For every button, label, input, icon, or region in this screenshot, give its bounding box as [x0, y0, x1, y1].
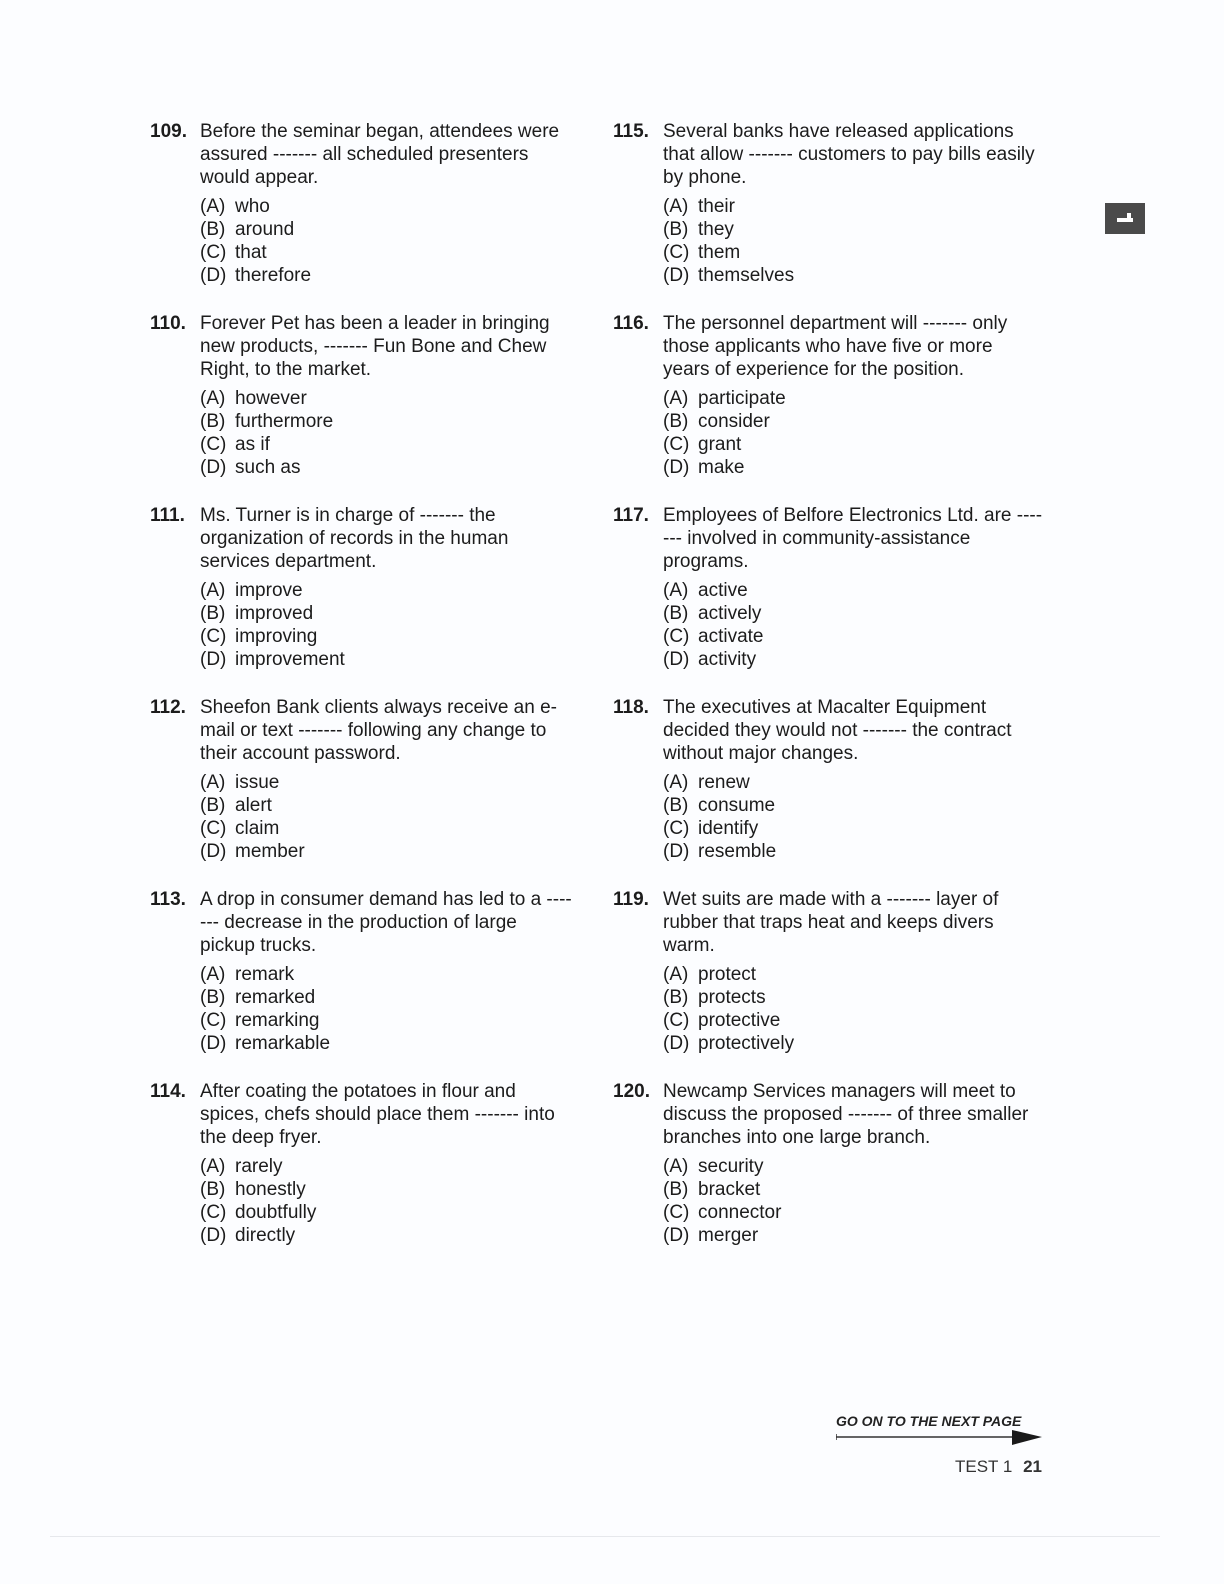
answer-option [663, 218, 1053, 241]
option-letter: (D) [200, 841, 227, 862]
option-text: however [235, 388, 307, 409]
option-letter: (B) [663, 411, 689, 432]
option-letter: (C) [663, 1202, 690, 1223]
answer-option [200, 794, 580, 817]
option-letter: (D) [663, 265, 690, 286]
answer-option [200, 433, 580, 456]
option-text: doubtfully [235, 1202, 317, 1223]
option-text: activate [698, 626, 764, 647]
question-text: The executives at Macalter Equipment decided they would not ------- the contract without major changes. [663, 697, 1012, 764]
question-text: Forever Pet has been a leader in bringing new products, ------- Fun Bone and Chew Right, to the market. [200, 313, 550, 380]
option-text: remarking [235, 1010, 320, 1031]
question-text: After coating the potatoes in flour and spices, chefs should place them ------- into the deep fryer. [200, 1081, 555, 1148]
section-tab-glyph-stem [1127, 213, 1131, 219]
option-text: improvement [235, 649, 345, 670]
answer-option [663, 602, 1053, 625]
option-letter: (A) [200, 196, 226, 217]
question-item [613, 888, 1053, 1080]
question-text: Before the seminar began, attendees were assured ------- all scheduled presenters would appear. [200, 121, 560, 188]
option-letter: (A) [200, 964, 226, 985]
answer-option [663, 1201, 1053, 1224]
option-text: connector [698, 1202, 782, 1223]
answer-options [200, 771, 580, 863]
option-text: protectively [698, 1033, 795, 1054]
answer-option [200, 1032, 580, 1055]
answer-options [663, 963, 1053, 1055]
option-letter: (B) [663, 1179, 689, 1200]
option-letter: (C) [200, 434, 227, 455]
answer-option [663, 579, 1053, 602]
answer-option [200, 456, 580, 479]
question-item [150, 1080, 580, 1272]
option-text: issue [235, 772, 280, 793]
answer-option [200, 1224, 580, 1247]
questions-column-right [613, 120, 1053, 1272]
option-letter: (A) [663, 196, 689, 217]
answer-option [663, 817, 1053, 840]
option-text: as if [235, 434, 270, 455]
answer-option [663, 771, 1053, 794]
answer-option [663, 986, 1053, 1009]
option-text: protect [698, 964, 757, 985]
option-letter: (B) [200, 987, 226, 1008]
option-letter: (D) [663, 1033, 690, 1054]
option-text: resemble [698, 841, 777, 862]
answer-option [663, 1178, 1053, 1201]
option-letter: (D) [200, 1033, 227, 1054]
question-text: Newcamp Services managers will meet to discuss the proposed ------- of three smaller branches into one large branch. [663, 1081, 1029, 1148]
option-letter: (C) [663, 242, 690, 263]
option-letter: (C) [663, 1010, 690, 1031]
option-text: their [698, 196, 735, 217]
question-item [613, 120, 1053, 312]
option-text: activity [698, 649, 757, 670]
next-page-note: GO ON TO THE NEXT PAGE [836, 1413, 1022, 1429]
option-letter: (B) [200, 603, 226, 624]
answer-option [200, 264, 580, 287]
option-text: make [698, 457, 745, 478]
option-letter: (B) [663, 603, 689, 624]
option-text: renew [698, 772, 750, 793]
option-letter: (D) [200, 265, 227, 286]
question-number: 117. [613, 505, 649, 526]
question-text: The personnel department will ------- only those applicants who have five or more years of experience for the position. [663, 313, 1008, 380]
option-letter: (D) [663, 1225, 690, 1246]
question-item [150, 120, 580, 312]
answer-options [200, 387, 580, 479]
question-number: 111. [150, 505, 185, 526]
option-text: rarely [235, 1156, 283, 1177]
option-letter: (C) [663, 818, 690, 839]
option-letter: (A) [663, 964, 689, 985]
answer-option [663, 963, 1053, 986]
questions-column-left [150, 120, 580, 1272]
answer-options [663, 1155, 1053, 1247]
answer-option [663, 410, 1053, 433]
option-letter: (D) [200, 649, 227, 670]
option-letter: (A) [663, 772, 689, 793]
option-letter: (B) [200, 795, 226, 816]
page-number: 21 [1023, 1457, 1042, 1476]
answer-option [663, 625, 1053, 648]
option-text: remark [235, 964, 295, 985]
question-item [613, 696, 1053, 888]
option-letter: (D) [200, 457, 227, 478]
page-bottom-rule [50, 1536, 1160, 1537]
question-text: Several banks have released applications that allow ------- customers to pay bills easily by phone. [663, 121, 1035, 188]
answer-option [663, 794, 1053, 817]
option-text: grant [698, 434, 742, 455]
question-text: Ms. Turner is in charge of ------- the organization of records in the human services department. [200, 505, 509, 572]
option-text: protective [698, 1010, 781, 1031]
option-text: them [698, 242, 741, 263]
question-text: Wet suits are made with a ------- layer of rubber that traps heat and keeps divers warm. [663, 889, 999, 956]
question-number: 112. [150, 697, 186, 718]
question-item [150, 504, 580, 696]
option-letter: (C) [200, 242, 227, 263]
answer-option [663, 1224, 1053, 1247]
option-text: improve [235, 580, 303, 601]
option-letter: (B) [200, 1179, 226, 1200]
answer-option [200, 387, 580, 410]
question-number: 114. [150, 1081, 186, 1102]
option-letter: (B) [200, 219, 226, 240]
option-letter: (D) [663, 841, 690, 862]
question-item [613, 312, 1053, 504]
option-text: consume [698, 795, 776, 816]
option-letter: (D) [663, 457, 690, 478]
option-text: honestly [235, 1179, 306, 1200]
option-letter: (D) [200, 1225, 227, 1246]
page-footer [955, 1457, 1042, 1477]
option-text: participate [698, 388, 786, 409]
answer-option [200, 602, 580, 625]
option-letter: (B) [663, 987, 689, 1008]
option-text: remarked [235, 987, 316, 1008]
next-page-arrow-icon [836, 1428, 1046, 1448]
option-letter: (A) [663, 580, 689, 601]
answer-option [663, 264, 1053, 287]
question-item [613, 1080, 1053, 1272]
option-text: actively [698, 603, 762, 624]
answer-option [200, 195, 580, 218]
answer-option [200, 218, 580, 241]
question-number: 116. [613, 313, 649, 334]
option-text: member [235, 841, 305, 862]
answer-option [200, 1155, 580, 1178]
option-text: such as [235, 457, 301, 478]
answer-option [663, 456, 1053, 479]
answer-options [663, 195, 1053, 287]
option-letter: (A) [663, 388, 689, 409]
answer-option [200, 817, 580, 840]
answer-option [200, 1178, 580, 1201]
option-text: that [235, 242, 267, 263]
answer-option [200, 840, 580, 863]
option-text: furthermore [235, 411, 334, 432]
answer-option [200, 648, 580, 671]
answer-option [200, 963, 580, 986]
question-text: Employees of Belfore Electronics Ltd. are ------- involved in community-assistance programs. [663, 505, 1043, 572]
option-letter: (A) [663, 1156, 689, 1177]
answer-option [663, 648, 1053, 671]
option-letter: (C) [200, 626, 227, 647]
question-number: 118. [613, 697, 649, 718]
question-number: 119. [613, 889, 649, 910]
answer-options [663, 771, 1053, 863]
question-number: 115. [613, 121, 649, 142]
option-letter: (A) [200, 388, 226, 409]
answer-option [200, 771, 580, 794]
option-text: directly [235, 1225, 296, 1246]
option-text: remarkable [235, 1033, 331, 1054]
answer-option [200, 1009, 580, 1032]
question-text: Sheefon Bank clients always receive an e-mail or text ------- following any change to their account password. [200, 697, 557, 764]
answer-option [200, 986, 580, 1009]
option-letter: (C) [200, 818, 227, 839]
answer-options [663, 579, 1053, 671]
question-number: 109. [150, 121, 187, 142]
option-text: alert [235, 795, 272, 816]
option-text: claim [235, 818, 280, 839]
option-text: identify [698, 818, 759, 839]
option-text: merger [698, 1225, 759, 1246]
answer-options [200, 963, 580, 1055]
answer-options [200, 1155, 580, 1247]
answer-option [200, 579, 580, 602]
answer-option [663, 195, 1053, 218]
question-item [150, 312, 580, 504]
option-letter: (C) [200, 1010, 227, 1031]
option-text: they [698, 219, 734, 240]
option-letter: (B) [200, 411, 226, 432]
option-letter: (A) [200, 1156, 226, 1177]
test-label: TEST 1 [955, 1457, 1013, 1476]
question-item [613, 504, 1053, 696]
question-item [150, 696, 580, 888]
option-text: bracket [698, 1179, 761, 1200]
question-number: 120. [613, 1081, 650, 1102]
option-letter: (A) [200, 772, 226, 793]
option-letter: (A) [200, 580, 226, 601]
answer-option [663, 840, 1053, 863]
option-letter: (C) [663, 626, 690, 647]
answer-option [200, 1201, 580, 1224]
option-text: who [235, 196, 270, 217]
answer-options [663, 387, 1053, 479]
answer-options [200, 579, 580, 671]
option-letter: (C) [200, 1202, 227, 1223]
question-text: A drop in consumer demand has led to a ------- decrease in the production of large pickup trucks. [200, 889, 572, 956]
section-tab-marker [1105, 203, 1145, 234]
answer-option [663, 1009, 1053, 1032]
option-text: therefore [235, 265, 312, 286]
option-letter: (B) [663, 219, 689, 240]
question-number: 110. [150, 313, 186, 334]
answer-option [200, 410, 580, 433]
answer-options [200, 195, 580, 287]
option-letter: (B) [663, 795, 689, 816]
answer-option [663, 1155, 1053, 1178]
question-item [150, 888, 580, 1080]
option-text: themselves [698, 265, 795, 286]
option-text: improving [235, 626, 318, 647]
answer-option [663, 1032, 1053, 1055]
option-text: consider [698, 411, 770, 432]
option-text: around [235, 219, 295, 240]
option-text: active [698, 580, 748, 601]
answer-option [200, 625, 580, 648]
option-letter: (D) [663, 649, 690, 670]
option-letter: (C) [663, 434, 690, 455]
option-text: security [698, 1156, 764, 1177]
option-text: improved [235, 603, 314, 624]
answer-option [200, 241, 580, 264]
option-text: protects [698, 987, 766, 1008]
answer-option [663, 241, 1053, 264]
answer-option [663, 387, 1053, 410]
answer-option [663, 433, 1053, 456]
question-number: 113. [150, 889, 186, 910]
